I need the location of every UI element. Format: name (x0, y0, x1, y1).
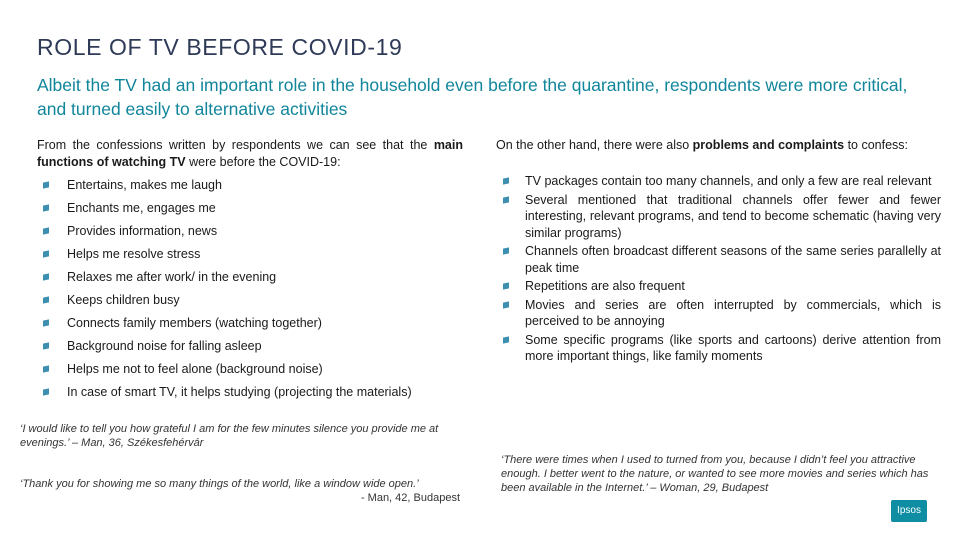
quote-2 (20, 477, 460, 505)
bullet-icon (503, 336, 509, 343)
list-item-label: Connects family members (watching together) (67, 316, 322, 330)
bullet-icon (43, 342, 49, 349)
list-item-label: Relaxes me after work/ in the evening (67, 270, 277, 284)
list-item-label: Enchants me, engages me (67, 201, 216, 215)
list-item (40, 335, 470, 358)
list-item-label: Channels often broadcast different seasons of the same series parallelly at peak time (525, 244, 941, 275)
quote-1: ‘I would like to tell you how grateful I am for the few minutes silence you provide me at evenings.’ – Man, 36, Székesfehérvár (20, 423, 439, 449)
list-item (40, 266, 470, 289)
bullet-icon (43, 250, 49, 257)
list-item (500, 173, 941, 190)
page-title: ROLE OF TV BEFORE COVID-19 (37, 34, 403, 60)
list-item (40, 358, 470, 381)
bullet-icon (503, 247, 509, 254)
bullet-icon (43, 388, 49, 395)
bullet-icon (43, 227, 49, 234)
bullet-icon (43, 319, 49, 326)
list-item-label: Movies and series are often interrupted by commercials, which is perceived to be annoying (525, 297, 941, 328)
left-intro (37, 137, 463, 171)
list-item-label: Repetitions are also frequent (525, 279, 685, 293)
bullet-icon (43, 296, 49, 303)
list-item (40, 381, 470, 404)
right-intro (496, 137, 941, 154)
list-item (500, 332, 941, 365)
list-item (40, 197, 470, 220)
complaints-list (500, 173, 941, 367)
list-item (500, 278, 941, 295)
left-intro-bold: main functions of watching TV (37, 138, 463, 169)
list-item-label: Provides information, news (67, 224, 218, 238)
list-item-label: Several mentioned that traditional channels offer fewer and fewer interesting, relevant programs, and tend to become schematic (having very similar programs) (525, 192, 941, 240)
list-item-label: Background noise for falling asleep (67, 339, 262, 353)
bullet-icon (43, 204, 49, 211)
list-item (500, 192, 941, 242)
list-item-label: In case of smart TV, it helps studying (projecting the materials) (67, 385, 412, 399)
list-item (40, 289, 470, 312)
ipsos-logo: Ipsos (891, 500, 927, 522)
quote-3: ‘There were times when I used to turned from you, because I didn’t feel you attractive enough. I better went to the nature, or wanted to see more movies and series which has been available in the Internet.’ – Woman, 29, Budapest (501, 454, 929, 494)
list-item (500, 297, 941, 330)
bullet-icon (43, 273, 49, 280)
quote-2-text: ‘Thank you for showing me so many things of the world, like a window wide open.’ (20, 478, 419, 490)
left-intro-text-end: were before the COVID-19: (189, 155, 341, 169)
left-intro-text: From the confessions written by respondents we can see that the (37, 138, 428, 152)
list-item-label: Some specific programs (like sports and cartoons) derive attention from more important things, like family moments (525, 332, 941, 363)
list-item-label: Keeps children busy (67, 293, 180, 307)
right-intro-bold: problems and complaints (692, 138, 845, 152)
bullet-icon (43, 365, 49, 372)
list-item-label: TV packages contain too many channels, and only a few are real relevant (525, 174, 932, 188)
list-item (40, 220, 470, 243)
list-item (500, 243, 941, 276)
list-item-label: Entertains, makes me laugh (67, 178, 222, 192)
list-item-label: Helps me not to feel alone (background noise) (67, 362, 323, 376)
list-item (40, 243, 470, 266)
right-intro-text: On the other hand, there were also (496, 138, 690, 152)
quote-2-attribution: - Man, 42, Budapest (360, 492, 460, 504)
bullet-icon (43, 181, 49, 188)
bullet-icon (503, 177, 509, 184)
list-item-label: Helps me resolve stress (67, 247, 201, 261)
page-subtitle: Albeit the TV had an important role in the household even before the quarantine, respondents were more critical, and turned easily to alternative activities (37, 75, 908, 119)
tv-functions-list (40, 174, 470, 404)
list-item (40, 312, 470, 335)
bullet-icon (503, 301, 509, 308)
bullet-icon (503, 282, 509, 289)
bullet-icon (503, 196, 509, 203)
right-intro-text-end: to confess: (847, 138, 909, 152)
list-item (40, 174, 470, 197)
